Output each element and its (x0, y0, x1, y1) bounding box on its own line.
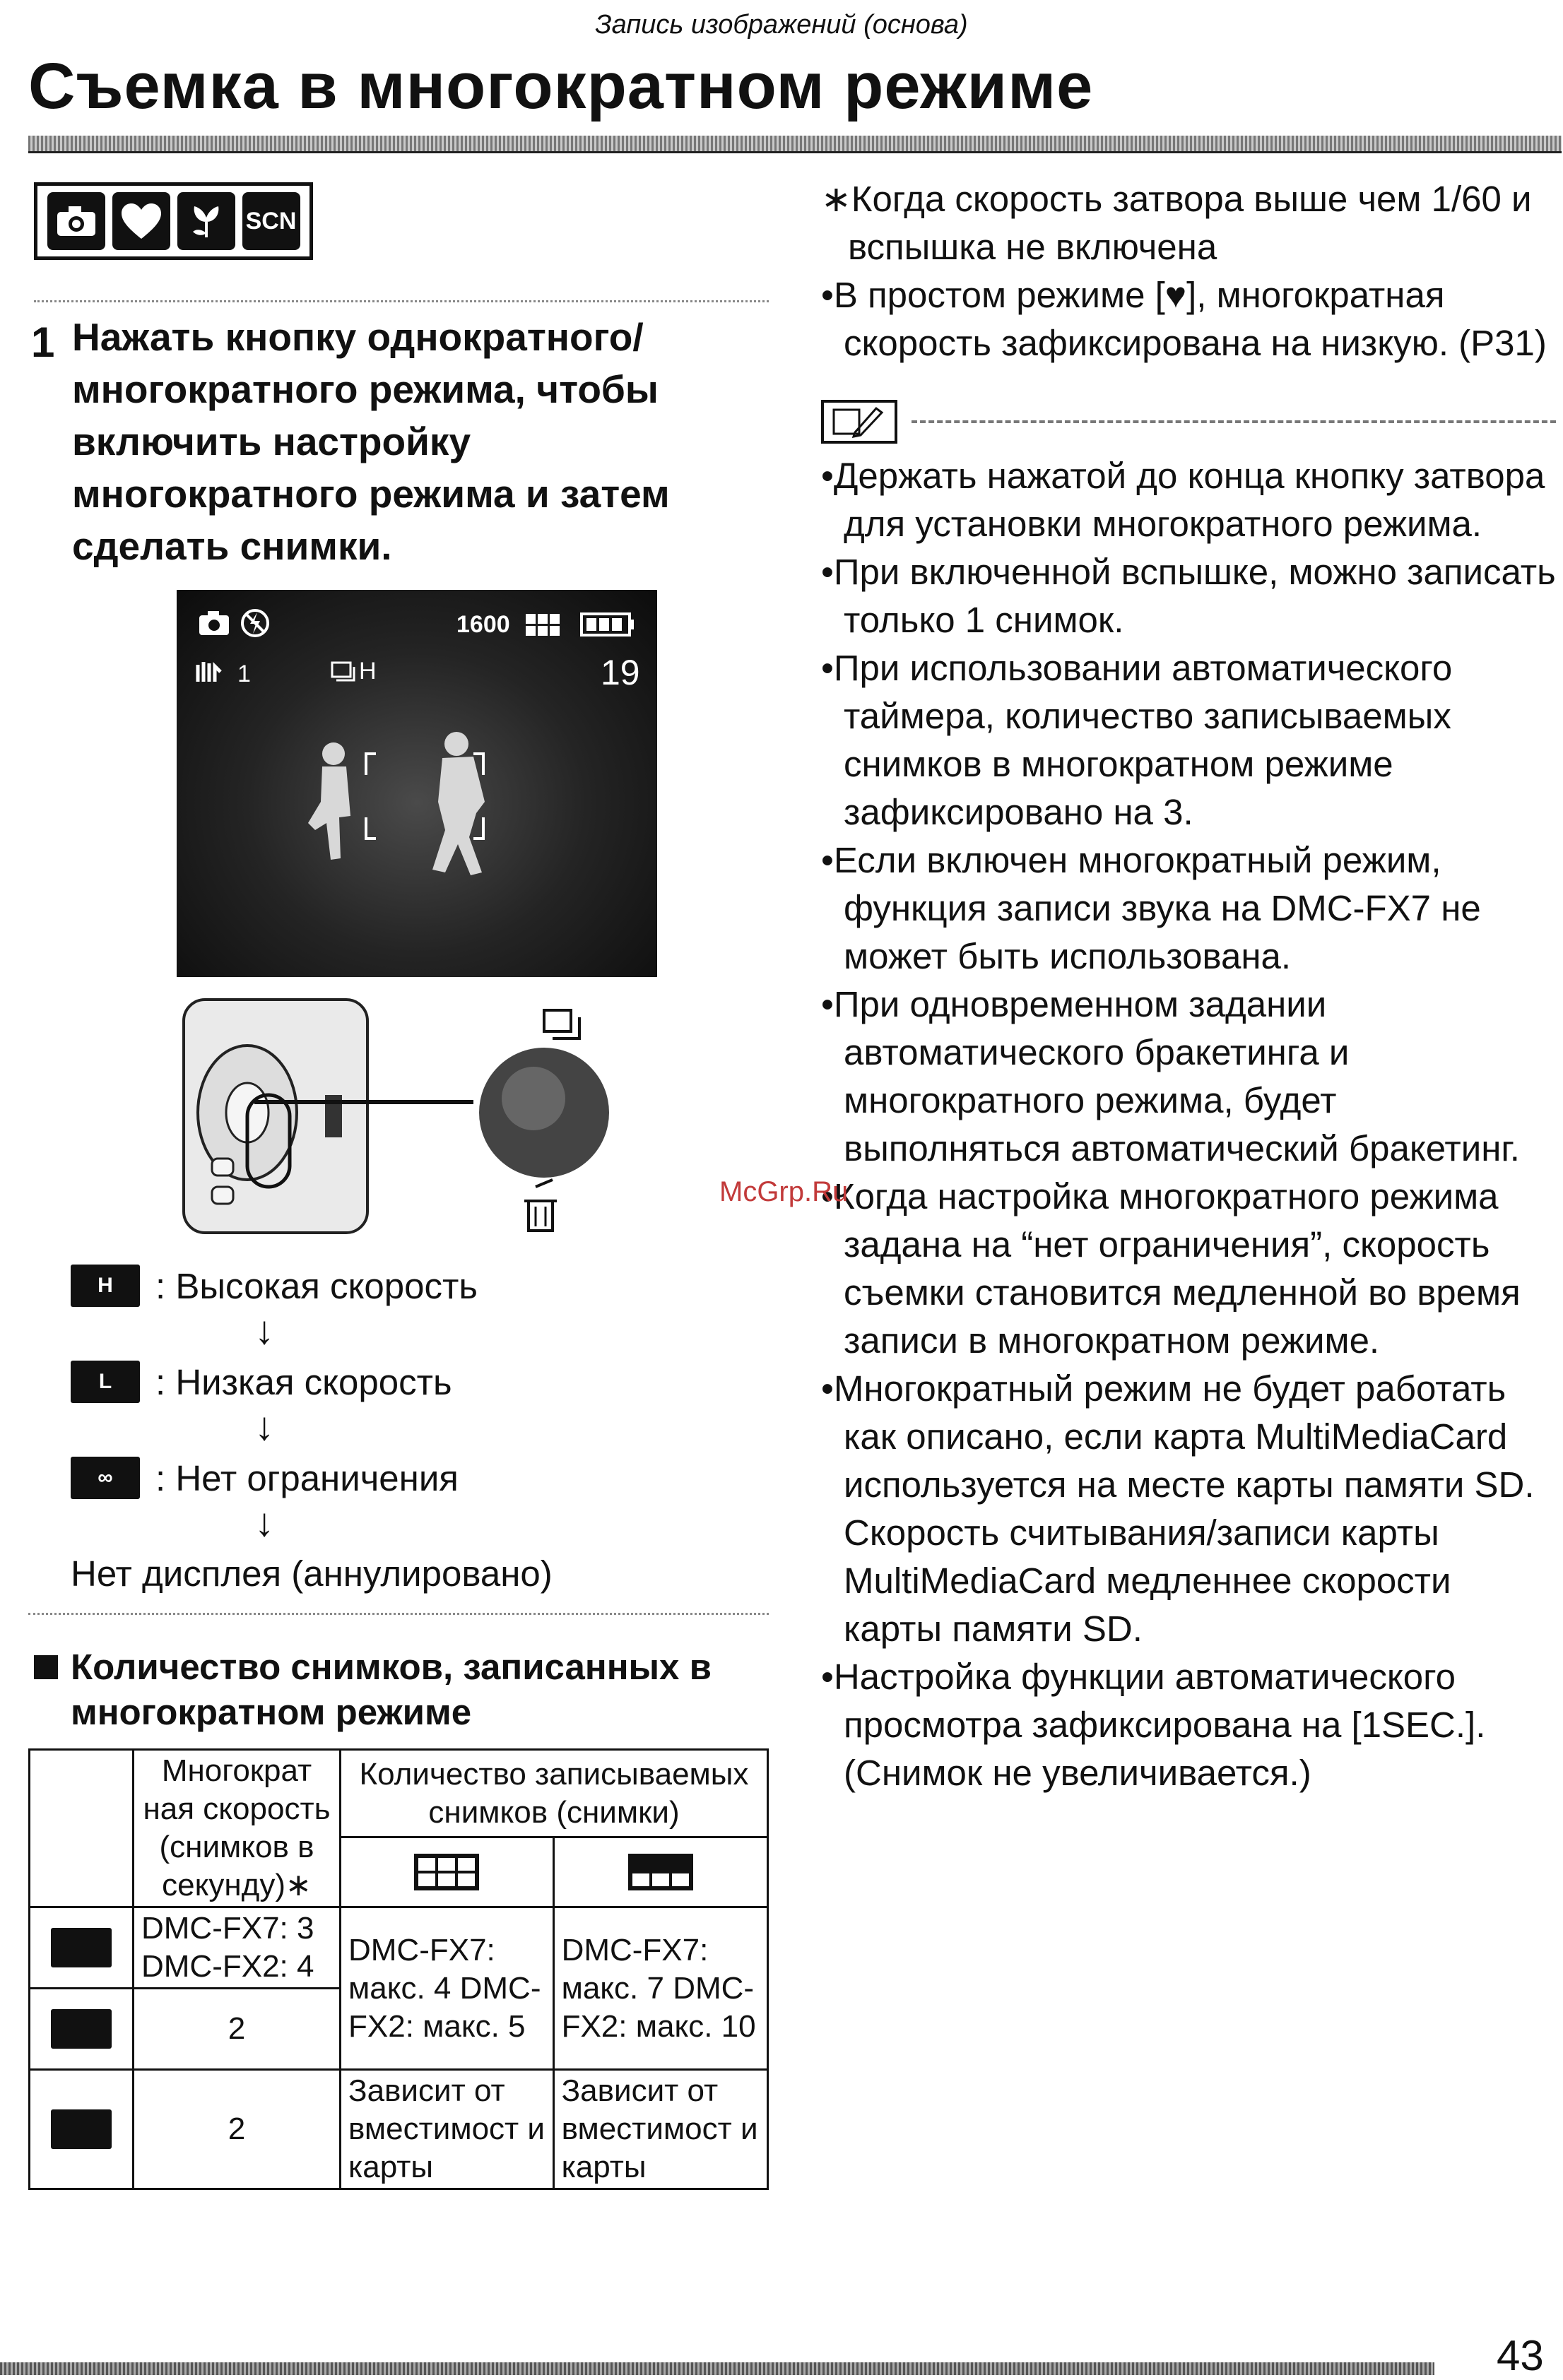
merged-fine-count: DMC-FX7: макс. 4 DMC-FX2: макс. 5 (341, 1907, 554, 2070)
page-number: 43 (1497, 2332, 1544, 2379)
burst-indicator-label: H (359, 658, 377, 685)
col-count-header: Количество записываемых снимков (снимки) (341, 1750, 768, 1837)
burst-unlimited-icon (51, 2109, 112, 2149)
table-row (30, 1907, 768, 1989)
resolution-readout: 1600 (456, 611, 510, 638)
fine-quality-icon (414, 1854, 479, 1890)
lcd-screen (177, 590, 657, 977)
table-row (30, 2070, 768, 2189)
burst-low-icon (71, 1361, 140, 1403)
legend-low-speed (71, 1361, 452, 1403)
row-unlimited-standard: Зависит от вместимост и карты (553, 2070, 767, 2189)
standard-quality-icon (628, 1854, 693, 1890)
note-item: •При использовании автоматического таймера, количество записываемых снимков в многократном режиме зафиксировано на 3. (821, 648, 1453, 832)
heart-icon (112, 192, 170, 250)
legend-arrow-3: ↓ (254, 1500, 274, 1544)
note-item: •При включенной вспышке, можно записать только 1 снимок. (821, 552, 1556, 640)
remaining-shots: 19 (601, 653, 640, 692)
runners-scene (177, 590, 657, 977)
camera-button-illustration (177, 996, 636, 1257)
burst-high-icon (51, 1928, 112, 1967)
row-unlimited-icon-cell (30, 2070, 134, 2189)
burst-unlimited-icon-text: ∞ (98, 1466, 113, 1489)
title-rule (28, 136, 1562, 153)
page-title: Съемка в многократном режиме (28, 50, 1094, 122)
row-high-speed: DMC-FX7: 3 DMC-FX2: 4 (134, 1907, 341, 1989)
legend-high-speed (71, 1265, 478, 1307)
note-item: •Держать нажатой до конца кнопку затвора для установки многократного режима. (821, 456, 1545, 544)
row-unlimited-fine: Зависит от вместимост и карты (341, 2070, 554, 2189)
fine-quality-header (341, 1837, 554, 1907)
camera-icon (47, 192, 105, 250)
step-number: 1 (31, 319, 55, 366)
legend-low-label: : Низкая скорость (155, 1361, 452, 1402)
standard-quality-header (553, 1837, 767, 1907)
legend-unlimited-label: : Нет ограничения (155, 1457, 459, 1498)
macro-icon (177, 192, 235, 250)
legend-unlimited (71, 1457, 459, 1499)
row-low-speed: 2 (134, 1989, 341, 2070)
row-high-icon-cell (30, 1907, 134, 1989)
table-header-row (30, 1750, 768, 1837)
footnote-star: ∗Когда скорость затвора выше чем 1/60 и вспышка не включена (821, 179, 1532, 267)
memo-header (821, 400, 1556, 444)
stabilizer-mode: 1 (237, 661, 251, 687)
burst-high-icon (71, 1265, 140, 1307)
mode-icon-box (34, 182, 313, 260)
burst-high-icon-text: H (98, 1274, 113, 1297)
row-low-icon-cell (30, 1989, 134, 2070)
footer-rule (0, 2362, 1434, 2375)
burst-table (28, 1748, 769, 2190)
scn-icon-text: SCN (245, 207, 297, 235)
row-unlimited-speed: 2 (134, 2070, 341, 2189)
note-item: •При одновременном задании автоматического бракетинга и многократного режима, будет выполняться автоматический бракетинг. (821, 984, 1520, 1168)
note-item: •Многократный режим не будет работать как описано, если карта MultiMediaCard используется на месте карты памяти SD. Скорость считывания/записи карты MultiMediaCard медленнее скорости карты памяти SD. (821, 1368, 1535, 1649)
section-label: Запись изображений (основа) (595, 10, 968, 40)
table-corner-cell (30, 1750, 134, 1907)
note-item: •Если включен многократный режим, функция записи звука на DMC-FX7 не может быть использована. (821, 840, 1481, 976)
dotted-divider (34, 300, 769, 302)
note-item: •Настройка функции автоматического просмотра зафиксирована на [1SEC.]. (Снимок не увеличивается.) (821, 1657, 1486, 1793)
merged-standard-count: DMC-FX7: макс. 7 DMC-FX2: макс. 10 (553, 1907, 767, 2070)
step-instruction: Нажать кнопку однократного/ многократного режима, чтобы включить настройку многократного режима и затем сделать снимки. (72, 315, 670, 568)
note-item: •Когда настройка многократного режима задана на “нет ограничения”, скорость съемки становится медленной во время записи в многократном режиме. (821, 1176, 1521, 1361)
memo-icon (821, 400, 897, 444)
table-heading: Количество снимков, записанных в многократном режиме (71, 1647, 712, 1732)
notes-column (821, 175, 1556, 1797)
legend-arrow-2: ↓ (254, 1404, 274, 1448)
legend-high-label: : Высокая скорость (155, 1265, 478, 1306)
legend-no-display: Нет дисплея (аннулировано) (71, 1553, 553, 1594)
memo-dashed-line (912, 420, 1556, 423)
col-speed-header: Многократ ная скорость (снимков в секунду)∗ (134, 1750, 341, 1907)
legend-arrow-1: ↓ (254, 1308, 274, 1352)
scn-icon (242, 192, 300, 250)
burst-low-icon (51, 2009, 112, 2049)
dotted-divider-2 (28, 1613, 769, 1615)
burst-unlimited-icon (71, 1457, 140, 1499)
note-simple-mode: •В простом режиме [♥], многократная скорость зафиксирована на низкую. (P31) (821, 275, 1547, 363)
burst-low-icon-text: L (98, 1370, 112, 1393)
watermark: McGrp.Ru (719, 1176, 849, 1207)
section-bullet (34, 1655, 58, 1679)
